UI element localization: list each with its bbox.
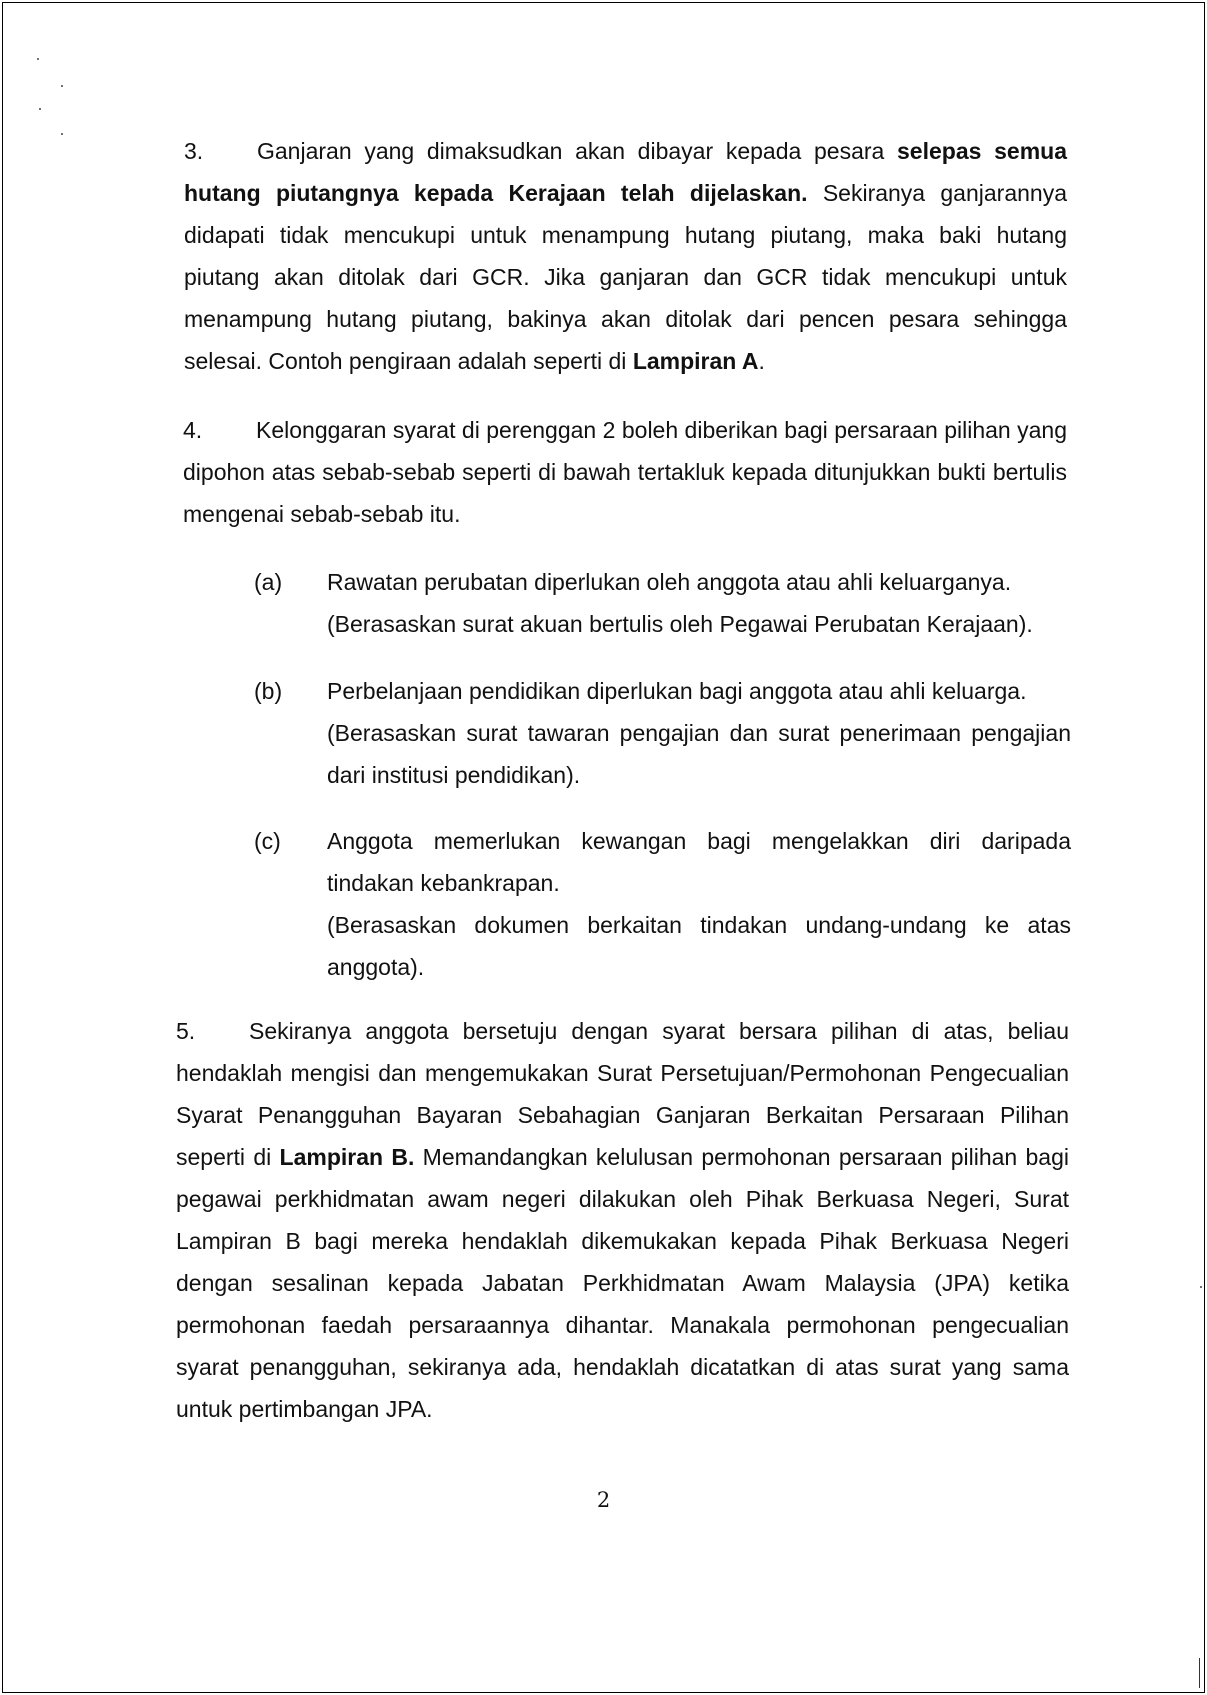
bold-text: selepas semua hutang piutangnya kepada Kerajaan telah dijelaskan. [184, 138, 1067, 206]
list-item-line: (Berasaskan surat tawaran pengajian dan surat penerimaan pengajian dari institusi pendidikan). [327, 720, 1071, 788]
paragraph-4 [183, 409, 1067, 535]
paragraph-text: Kelonggaran syarat di perenggan 2 boleh diberikan bagi persaraan pilihan yang dipohon atas sebab-sebab seperti di bawah tertakluk kepada ditunjukkan bukti bertulis mengenai sebab-sebab itu. [183, 417, 1067, 527]
document-page [2, 2, 1205, 1693]
paragraph-text: . [758, 348, 765, 374]
paragraph-5 [176, 1010, 1069, 1430]
page-number: 2 [596, 1488, 611, 1512]
list-item-body [327, 670, 1071, 796]
list-item-body [327, 561, 1071, 645]
list-item-label: (a) [254, 569, 283, 595]
scan-speck [61, 133, 63, 135]
paragraph-number: 4. [183, 417, 203, 443]
list-item-label: (c) [254, 828, 281, 854]
scan-speck [39, 108, 41, 110]
list-item-line: Rawatan perubatan diperlukan oleh anggota atau ahli keluarganya. [327, 569, 1012, 595]
bold-text: Lampiran A [632, 348, 759, 374]
paragraph-text: Memandangkan kelulusan permohonan persaraan pilihan bagi pegawai perkhidmatan awam negeri dilakukan oleh Pihak Berkuasa Negeri, Surat Lampiran B bagi mereka hendaklah dikemukakan kepada Pihak Berkuasa Negeri dengan sesalinan kepada Jabatan Perkhidmatan Awam Malaysia (JPA) ketika permohonan faedah persaraannya dihantar. Manakala permohonan pengecualian syarat penangguhan, sekiranya ada, hendaklah dicatatkan di atas surat yang sama untuk pertimbangan JPA. [176, 1144, 1069, 1422]
list-item-a [254, 561, 1071, 651]
list-item-line: (Berasaskan dokumen berkaitan tindakan undang-undang ke atas anggota). [327, 912, 1071, 980]
paragraph-number: 5. [176, 1018, 196, 1044]
paragraph-text: Sekiranya anggota bersetuju dengan syarat bersara pilihan di atas, beliau hendaklah mengisi dan mengemukakan Surat Persetujuan/Permohonan Pengecualian Syarat Penangguhan Bayaran Sebahagian Ganjaran Berkaitan Persaraan Pilihan seperti di [176, 1018, 1069, 1170]
scan-speck [37, 58, 39, 60]
paragraph-text: Sekiranya ganjarannya didapati tidak mencukupi untuk menampung hutang piutang, maka baki hutang piutang akan ditolak dari GCR. Jika ganjaran dan GCR tidak mencukupi untuk menampung hutang piutang, bakinya akan ditolak dari pencen pesara sehingga selesai. Contoh pengiraan adalah seperti di [184, 180, 1067, 374]
bold-text: Lampiran B. [279, 1144, 415, 1170]
list-item-body [327, 820, 1071, 988]
list-item-line: Perbelanjaan pendidikan diperlukan bagi anggota atau ahli keluarga. [327, 678, 1027, 704]
list-item-line: Anggota memerlukan kewangan bagi mengelakkan diri daripada tindakan kebankrapan. [327, 828, 1071, 896]
list-item-label: (b) [254, 678, 283, 704]
scan-edge-mark [1199, 1658, 1200, 1688]
paragraph-number: 3. [184, 138, 204, 164]
list-item-c [254, 820, 1071, 990]
paragraph-text: Ganjaran yang dimaksudkan akan dibayar kepada pesara [257, 138, 898, 164]
list-item-b [254, 670, 1071, 800]
scan-speck [61, 85, 63, 87]
scan-speck [1200, 1286, 1202, 1288]
paragraph-3 [184, 130, 1067, 382]
list-item-line: (Berasaskan surat akuan bertulis oleh Pegawai Perubatan Kerajaan). [327, 611, 1033, 637]
